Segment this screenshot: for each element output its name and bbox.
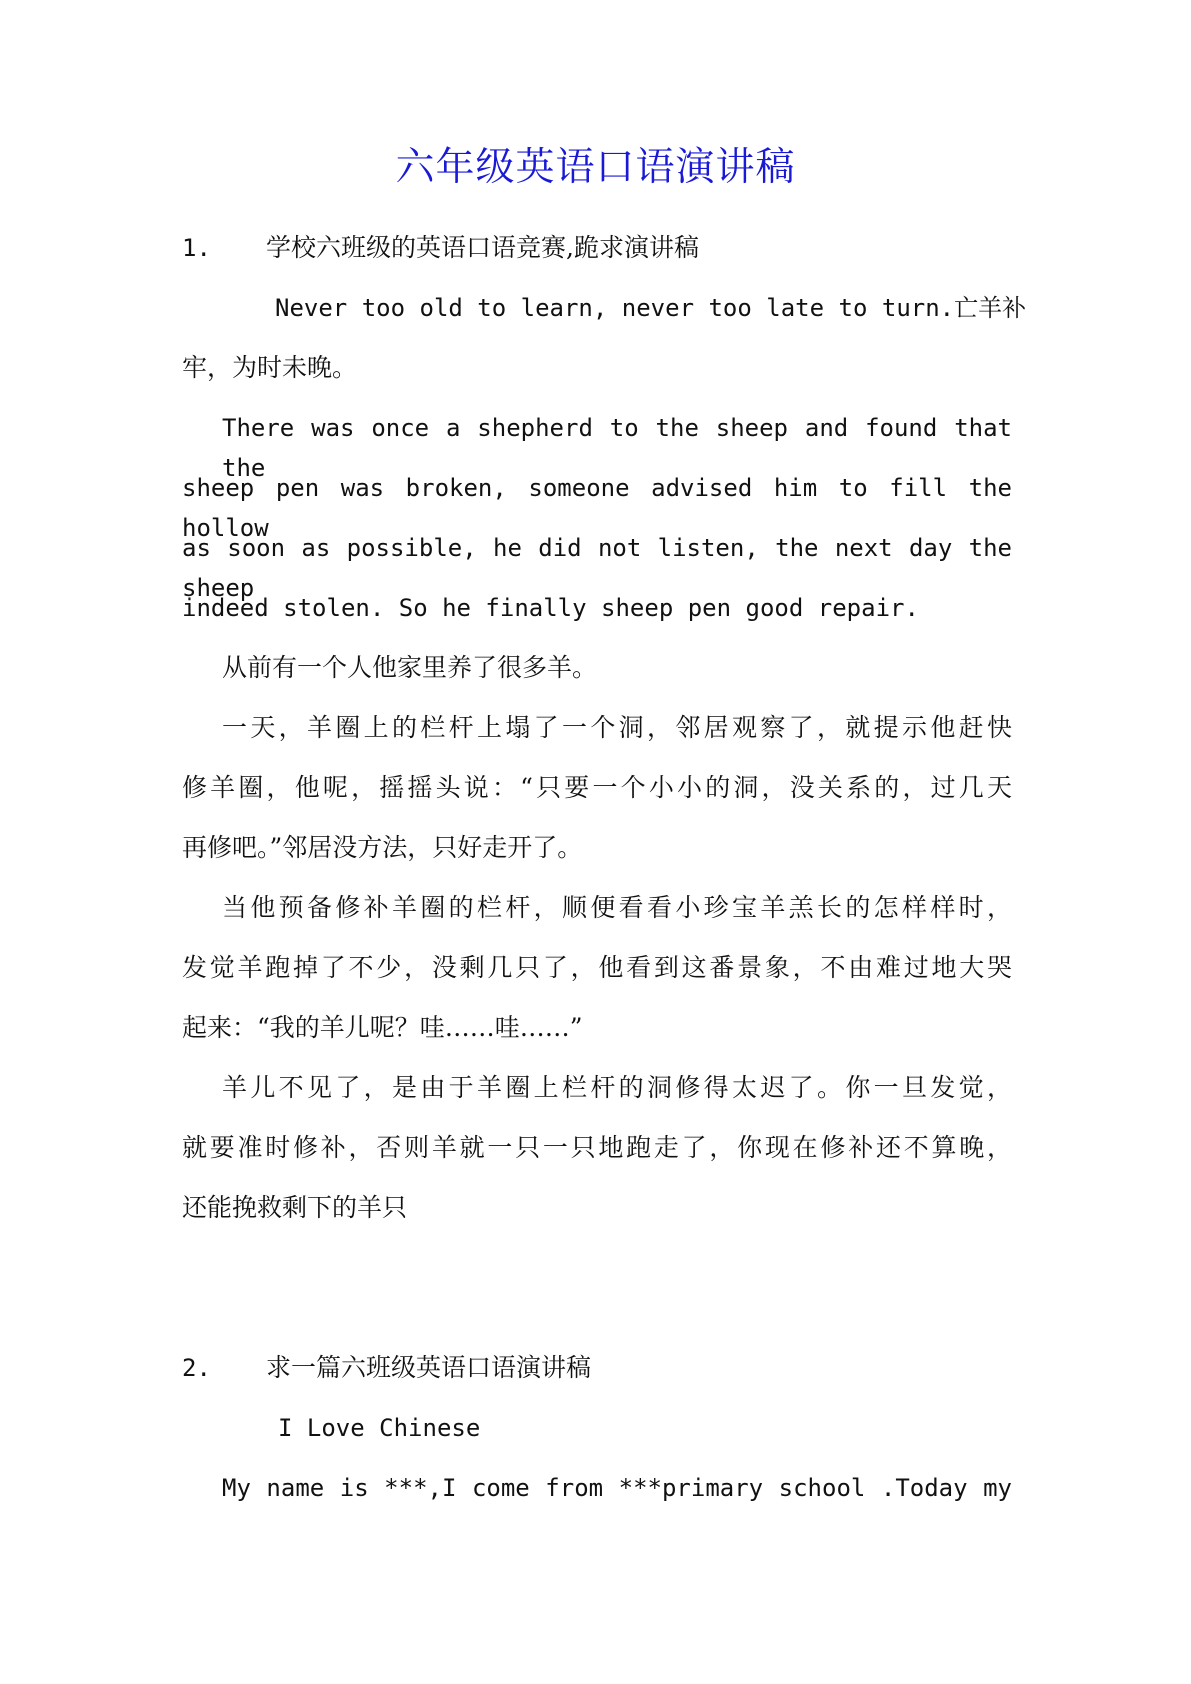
paragraph-line: 发觉羊跑掉了不少，没剩几只了，他看到这番景象，不由难过地大哭	[182, 953, 1012, 982]
section-2-number: 2.	[182, 1354, 211, 1382]
paragraph-line: 还能挽救剩下的羊只	[182, 1193, 408, 1222]
section-1-heading	[182, 228, 1012, 268]
paragraph-line: 一天，羊圈上的栏杆上塌了一个洞，邻居观察了，就提示他赶快	[222, 713, 1012, 742]
section-2-heading	[182, 1348, 1012, 1388]
paragraph-line: 从前有一个人他家里养了很多羊。	[222, 653, 598, 682]
paragraph-line: My name is ***,I come from ***primary school .Today my	[222, 1474, 1012, 1502]
paragraph-line: I Love Chinese	[278, 1414, 481, 1442]
paragraph-line: sheep pen was broken, someone advised him to fill the hollow	[182, 474, 1012, 542]
paragraph-line: 牢，为时未晚。	[182, 353, 358, 382]
paragraph-line: There was once a shepherd to the sheep and found that the	[222, 414, 1012, 482]
paragraph-line: 当他预备修补羊圈的栏杆，顺便看看小珍宝羊羔长的怎样样时，	[222, 893, 1012, 922]
paragraph-line: as soon as possible, he did not listen, the next day the sheep	[182, 534, 1012, 602]
paragraph-line: 起来：“我的羊儿呢？哇……哇……”	[182, 1013, 583, 1042]
paragraph-line: indeed stolen. So he finally sheep pen good repair.	[182, 594, 919, 622]
paragraph-line: 修羊圈，他呢，摇摇头说：“只要一个小小的洞，没关系的，过几天	[182, 773, 1012, 802]
section-2-heading-text: 求一篇六班级英语口语演讲稿	[266, 1353, 592, 1382]
paragraph-line: 再修吧。”邻居没方法，只好走开了。	[182, 833, 583, 862]
document-title: 六年级英语口语演讲稿	[395, 145, 796, 190]
paragraph-line: 羊儿不见了，是由于羊圈上栏杆的洞修得太迟了。你一旦发觉，	[222, 1073, 1012, 1102]
section-1-number: 1.	[182, 234, 211, 262]
paragraph-line: Never too old to learn, never too late to turn.亡羊补	[275, 294, 1027, 322]
paragraph-line: 就要准时修补，否则羊就一只一只地跑走了，你现在修补还不算晚，	[182, 1133, 1012, 1162]
section-1-heading-text: 学校六班级的英语口语竞赛,跪求演讲稿	[266, 233, 699, 262]
